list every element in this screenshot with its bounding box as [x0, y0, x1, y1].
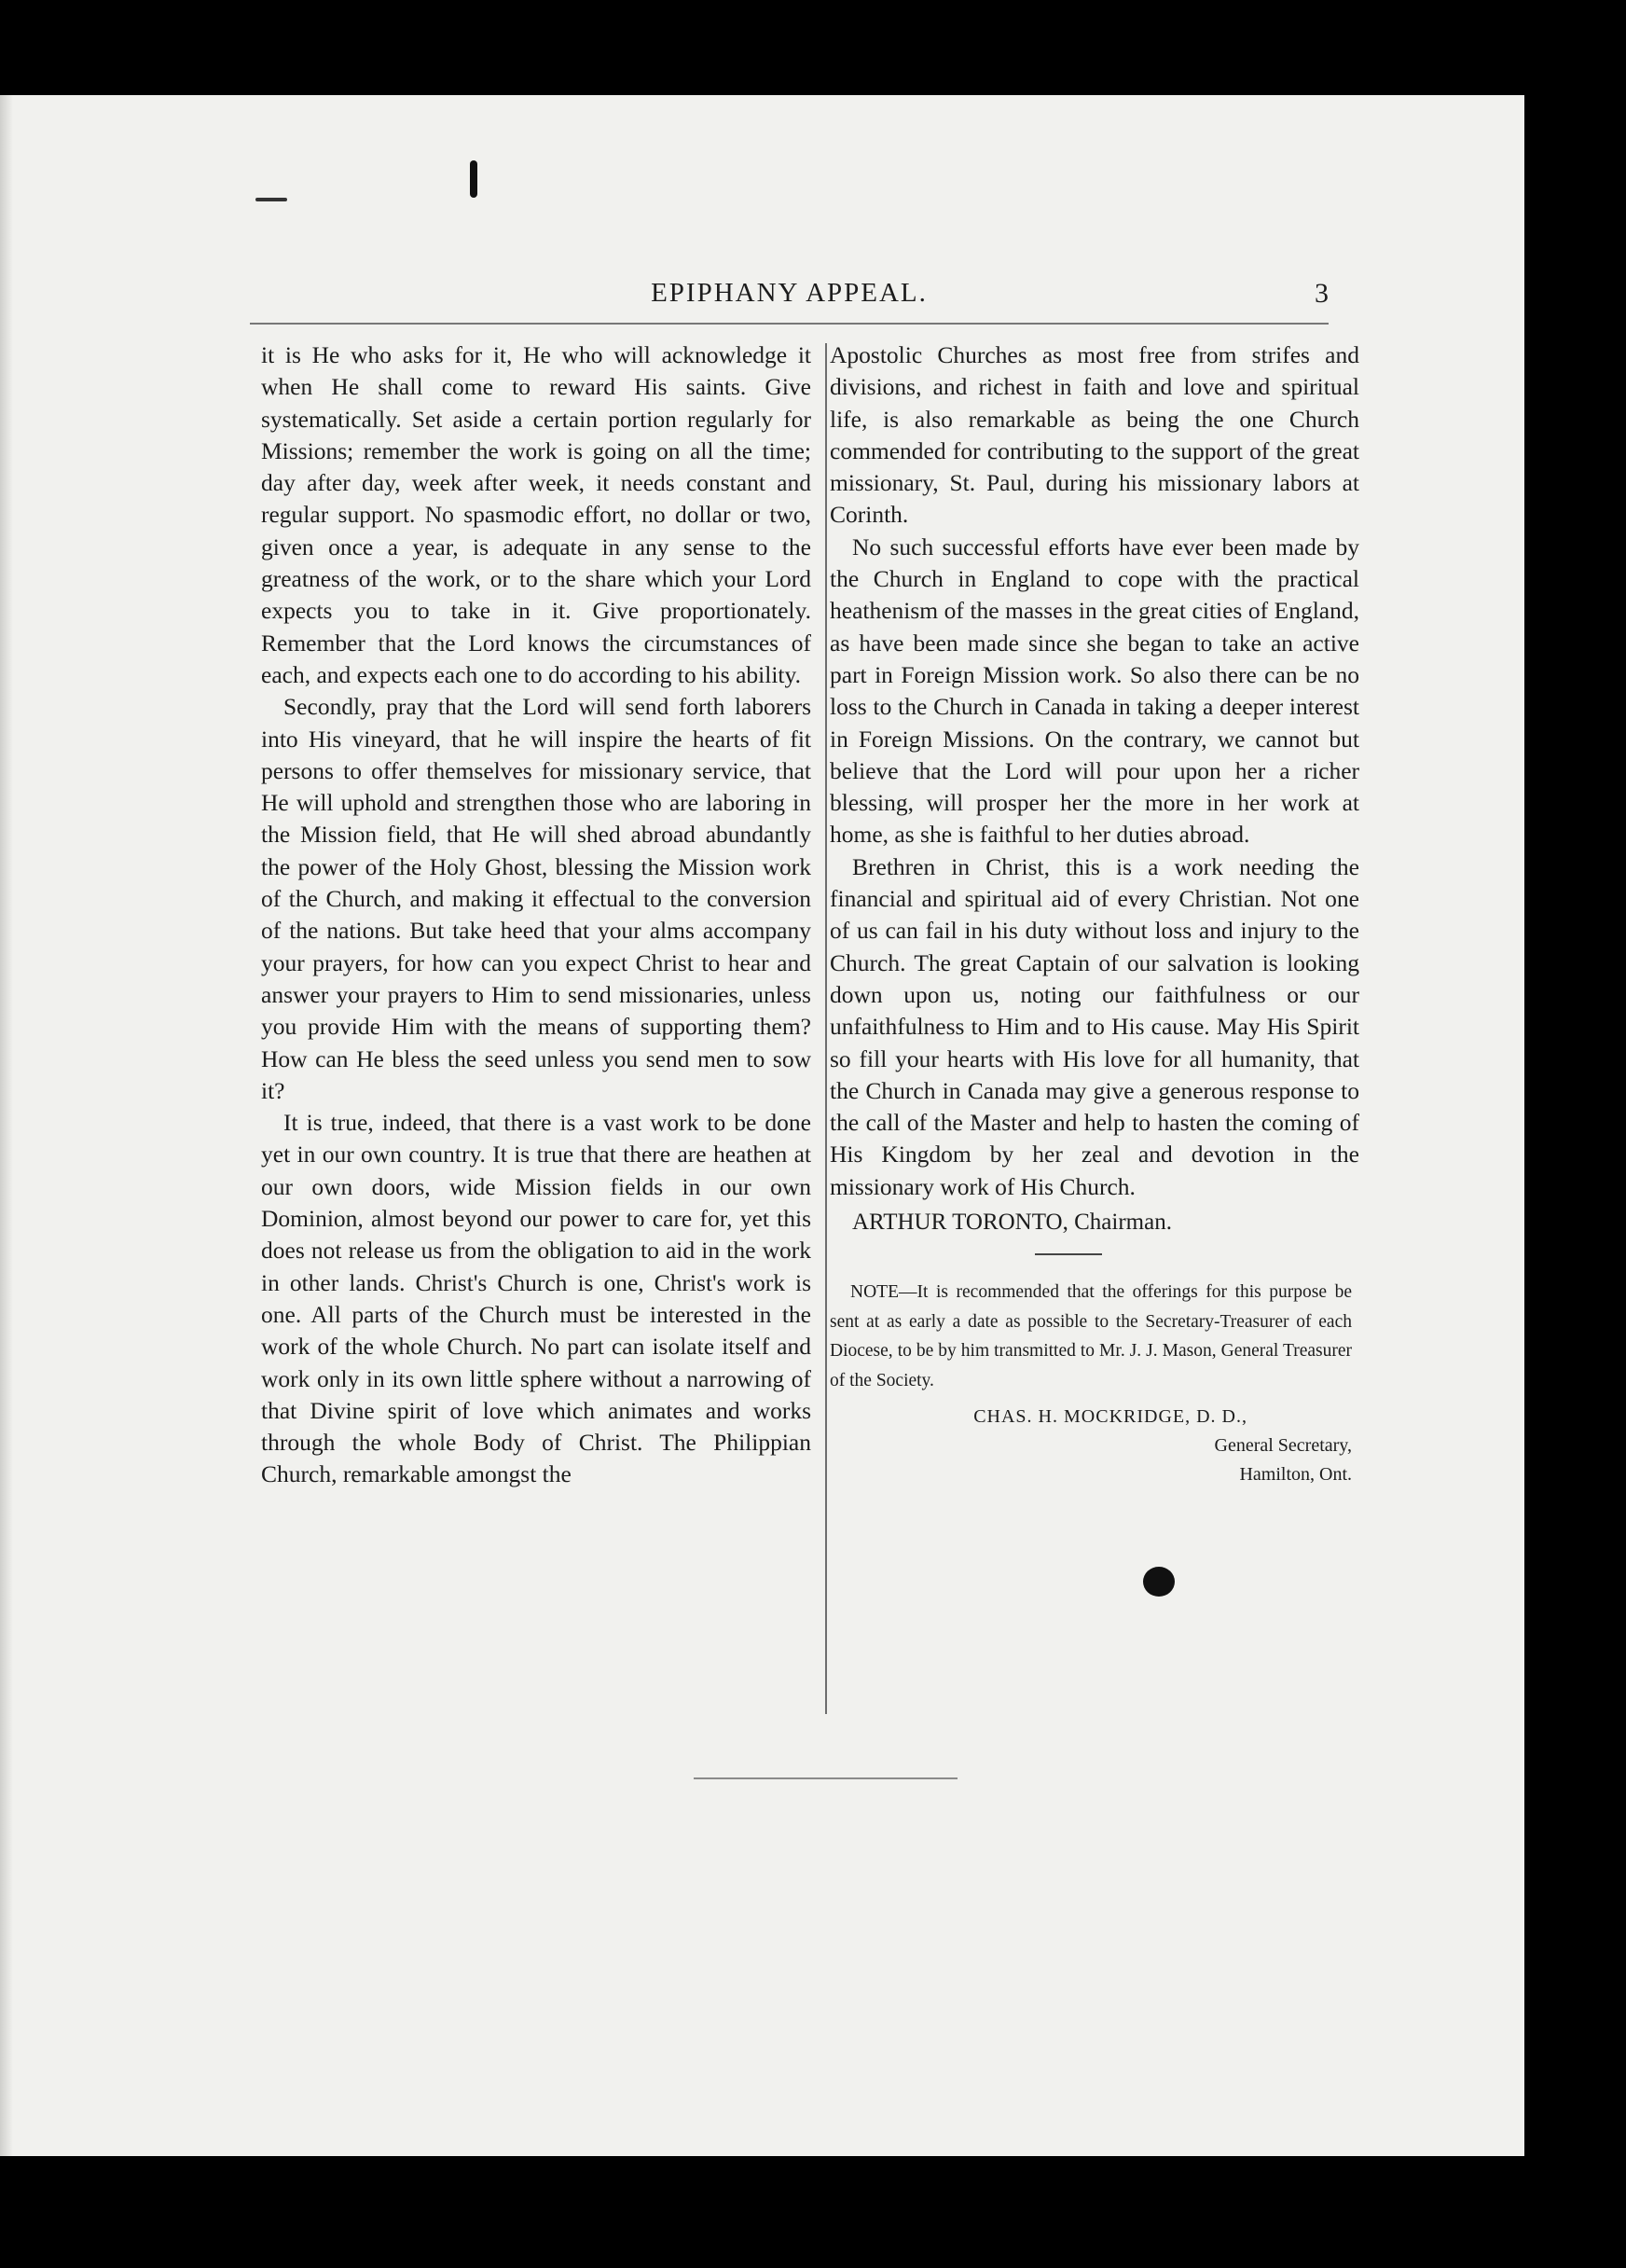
secretary-place: Hamilton, Ont.: [1239, 1464, 1352, 1486]
scanned-page: [0, 95, 1524, 2156]
paragraph: it is He who asks for it, He who will acknowledge it when He shall come to reward His saints. Give systematically. Set aside a certain portion regularly for Missions; remember the work is going on all the time; day after day, week after week, it needs constant and regular support. No spasmodic effort, no dollar or two, given once a year, is adequate in any sense to the greatness of the work, or to the share which your Lord expects you to take in it. Give proportionately. Remember that the Lord knows the circumstances of each, and expects each one to do according to his ability.: [261, 341, 811, 688]
left-column: [261, 339, 811, 1491]
right-column: [830, 339, 1359, 1489]
ink-mark: [470, 160, 477, 198]
column-divider: [825, 343, 827, 1714]
note-paragraph: NOTE—It is recommended that the offerings for this purpose be sent at as early a date as possible to the Secretary-Treasurer of each Diocese, to be by him transmitted to Mr. J. J. Mason, General Treasurer of the Society.: [830, 1282, 1352, 1390]
paragraph: Brethren in Christ, this is a work needing the financial and spiritual aid of every Christian. Not one of us can fail in his duty without loss and injury to the Church. The great Captain of our salvation is looking down upon us, noting our faithfulness or our unfaithfulness to Him and to His cause. May His Spirit so fill your hearts with His love for all humanity, that the Church in Canada may give a generous response to the call of the Master and help to hasten the coming of His Kingdom by her zeal and devotion in the missionary work of His Church.: [830, 852, 1359, 1200]
page-number: 3: [1315, 278, 1329, 309]
paragraph: It is true, indeed, that there is a vast work to be done yet in our own country. It is true that there are heathen at our own doors, wide Mission fields in our own Dominion, almost beyond our power to care for, yet this does not release us from the obligation to aid in the work in other lands. Christ's Church is one, Christ's work is one. All parts of the Church must be interested in the work of the whole Church. No part can isolate itself and work only in its own little sphere without a narrowing of that Divine spirit of love which animates and works through the whole Body of Christ. The Philippian Church, remarkable amongst the: [261, 1109, 811, 1488]
secretary-title: General Secretary,: [1214, 1435, 1352, 1457]
bottom-rule: [694, 1777, 958, 1779]
signature-rule: [1035, 1253, 1102, 1255]
paragraph: No such successful efforts have ever been made by the Church in England to cope with the practical heathenism of the masses in the great cities of England, as have been made since she began to take an active part in Foreign Mission work. So also there can be no loss to the Church in Canada in taking a deeper interest in Foreign Missions. On the contrary, we cannot but believe that the Lord will pour upon her a richer blessing, will prosper her the more in her work at home, as she is faithful to her duties abroad.: [830, 532, 1359, 849]
paragraph: Secondly, pray that the Lord will send forth laborers into His vineyard, that he will inspire the hearts of fit persons to offer themselves for missionary service, that He will uphold and strengthen those who are laboring in the Mission field, that He will shed abroad abundantly the power of the Holy Ghost, blessing the Mission work of the Church, and making it effectual to the conversion of the nations. But take heed that your alms accompany your prayers, for how can you expect Christ to hear and answer your prayers to Him to send missionaries, unless you provide Him with the means of supporting them? How can He bless the seed unless you send men to sow it?: [261, 693, 811, 1104]
ink-blot: [1143, 1567, 1175, 1597]
secretary-name: CHAS. H. MOCKRIDGE, D. D.,: [973, 1406, 1247, 1428]
page-header: [250, 278, 1329, 321]
paragraph: Apostolic Churches as most free from strifes and divisions, and richest in faith and love and spiritual life, is also remarkable as being the one Church commended for contributing to the support of the great missionary, St. Paul, during his missionary labors at Corinth.: [830, 341, 1359, 529]
secretary-block: [830, 1403, 1359, 1489]
running-title: EPIPHANY APPEAL.: [651, 278, 928, 308]
chairman-signature: ARTHUR TORONTO, Chairman.: [852, 1210, 1172, 1236]
page-edge-shadow: [0, 95, 13, 2156]
header-rule: [250, 323, 1329, 325]
ink-mark: [255, 198, 287, 201]
